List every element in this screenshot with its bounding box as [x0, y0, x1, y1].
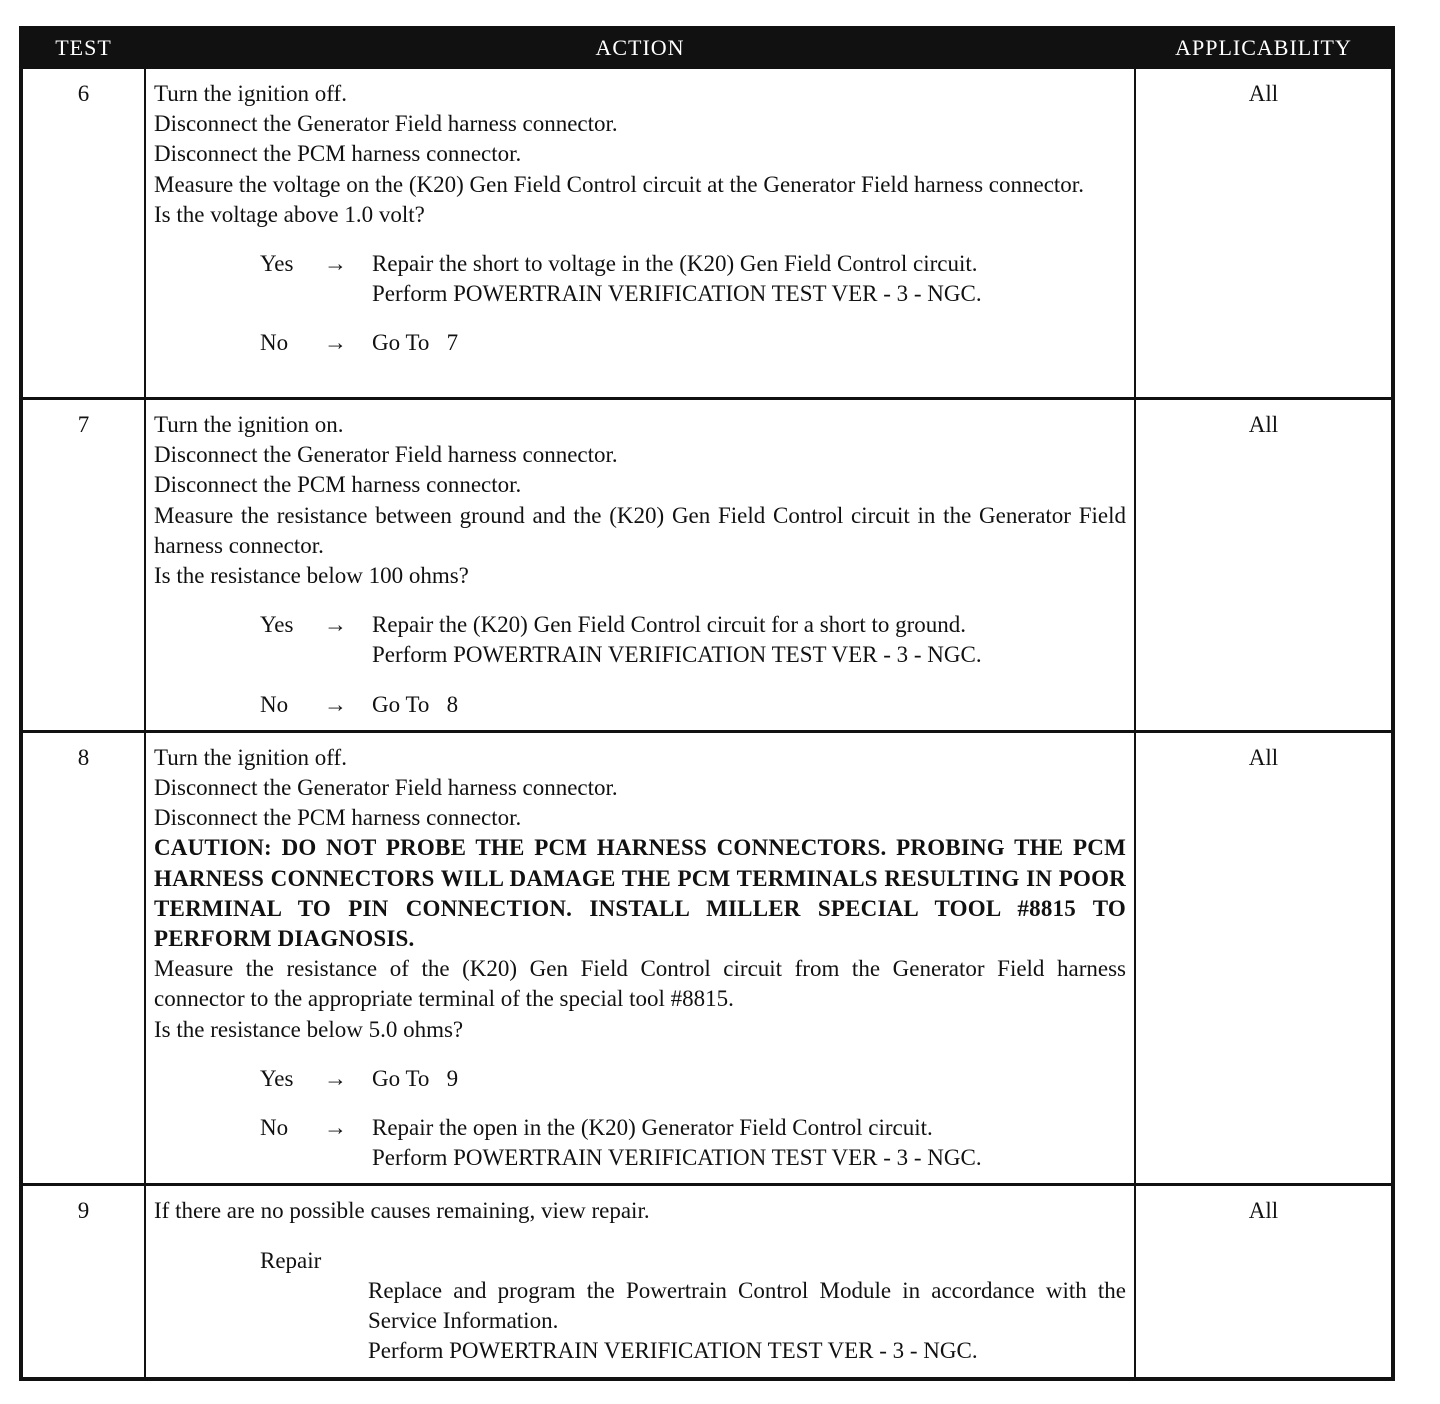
test-row-8 — [21, 731, 1393, 1185]
arrow-icon: → — [324, 691, 347, 717]
action-step: Turn the ignition off. — [154, 744, 347, 770]
header-applicability: APPLICABILITY — [1135, 28, 1393, 68]
table-header-row — [21, 28, 1393, 68]
outcome-line: Repair the open in the (K20) Generator Field Control circuit. — [372, 1115, 933, 1141]
no-label: No — [260, 691, 289, 717]
arrow-icon: → — [324, 1115, 347, 1141]
applicability-cell: All — [1135, 731, 1393, 1185]
yes-label: Yes — [260, 251, 294, 277]
action-step: If there are no possible causes remaining, view repair. — [154, 1198, 650, 1224]
no-label: No — [260, 1115, 289, 1141]
no-result — [154, 690, 1126, 720]
action-question: Is the voltage above 1.0 volt? — [154, 201, 425, 227]
action-step: Measure the resistance between ground and the (K20) Gen Field Control circuit in the Generator Field harness connector. — [154, 502, 1126, 558]
applicability-cell: All — [1135, 399, 1393, 732]
action-question: Is the resistance below 5.0 ohms? — [154, 1016, 464, 1042]
arrow-icon: → — [324, 1065, 347, 1091]
no-outcome — [372, 328, 1126, 358]
outcome-line: Go To 8 — [372, 691, 459, 717]
action-step: Turn the ignition on. — [154, 412, 344, 437]
action-step: Disconnect the PCM harness connector. — [154, 805, 522, 831]
yes-result — [154, 610, 1126, 670]
outcome-line: Perform POWERTRAIN VERIFICATION TEST VER - 3 - NGC. — [372, 1145, 982, 1171]
outcome-line: Repair the short to voltage in the (K20) Gen Field Control circuit. — [372, 251, 978, 277]
action-question: Is the resistance below 100 ohms? — [154, 563, 469, 589]
test-number: 8 — [21, 731, 145, 1185]
action-step: Disconnect the Generator Field harness connector. — [154, 111, 618, 137]
yes-result — [154, 249, 1126, 309]
yes-label: Yes — [260, 1065, 294, 1091]
no-outcome — [372, 1113, 1126, 1173]
action-step: Disconnect the Generator Field harness connector. — [154, 775, 618, 801]
action-cell — [145, 399, 1135, 732]
caution-warning: CAUTION: DO NOT PROBE THE PCM HARNESS CONNECTORS. PROBING THE PCM HARNESS CONNECTORS WILL DAMAGE THE PCM TERMINALS RESULTING IN POOR TERMINAL TO PIN CONNECTION. INSTALL MILLER SPECIAL TOOL #8815 TO PERFORM DIAGNOSIS. — [154, 835, 1126, 952]
action-step: Disconnect the Generator Field harness connector. — [154, 442, 618, 468]
action-step: Measure the resistance of the (K20) Gen Field Control circuit from the Generator Field harness connector to the appropriate terminal of the special tool #8815. — [154, 956, 1126, 1012]
action-cell — [145, 68, 1135, 399]
test-row-7 — [21, 399, 1393, 732]
arrow-icon: → — [324, 612, 347, 638]
yes-label: Yes — [260, 612, 294, 638]
repair-instructions — [154, 1276, 1126, 1367]
diagnostic-test-table — [19, 26, 1395, 1381]
repair-label: Repair — [260, 1247, 322, 1273]
outcome-line: Repair the (K20) Gen Field Control circuit for a short to ground. — [372, 612, 967, 638]
outcome-line: Perform POWERTRAIN VERIFICATION TEST VER - 3 - NGC. — [372, 642, 982, 668]
no-label: No — [260, 330, 289, 356]
header-action: ACTION — [145, 28, 1135, 68]
no-result — [154, 328, 1126, 358]
test-number: 6 — [21, 68, 145, 399]
applicability-cell: All — [1135, 68, 1393, 399]
arrow-icon: → — [324, 251, 347, 277]
header-test: TEST — [21, 28, 145, 68]
yes-outcome — [372, 1064, 1126, 1094]
yes-result — [154, 1064, 1126, 1094]
repair-line: Perform POWERTRAIN VERIFICATION TEST VER - 3 - NGC. — [368, 1338, 978, 1364]
action-cell — [145, 1185, 1135, 1379]
repair-line: Replace and program the Powertrain Control Module in accordance with the Service Information. — [368, 1277, 1126, 1334]
arrow-icon: → — [324, 330, 347, 356]
outcome-line: Go To 7 — [372, 330, 459, 356]
outcome-line: Perform POWERTRAIN VERIFICATION TEST VER - 3 - NGC. — [372, 281, 982, 307]
action-step: Disconnect the PCM harness connector. — [154, 472, 522, 498]
action-step: Disconnect the PCM harness connector. — [154, 141, 522, 167]
no-outcome — [372, 690, 1126, 720]
action-cell — [145, 731, 1135, 1185]
yes-outcome — [372, 610, 1126, 670]
test-number: 7 — [21, 399, 145, 732]
no-result — [154, 1113, 1126, 1173]
action-step: Turn the ignition off. — [154, 81, 347, 106]
test-number: 9 — [21, 1185, 145, 1379]
applicability-cell: All — [1135, 1185, 1393, 1379]
outcome-line: Go To 9 — [372, 1065, 459, 1091]
action-step: Measure the voltage on the (K20) Gen Field Control circuit at the Generator Field harness connector. — [154, 171, 1084, 197]
test-row-9 — [21, 1185, 1393, 1379]
yes-outcome — [372, 249, 1126, 309]
test-row-6 — [21, 68, 1393, 399]
